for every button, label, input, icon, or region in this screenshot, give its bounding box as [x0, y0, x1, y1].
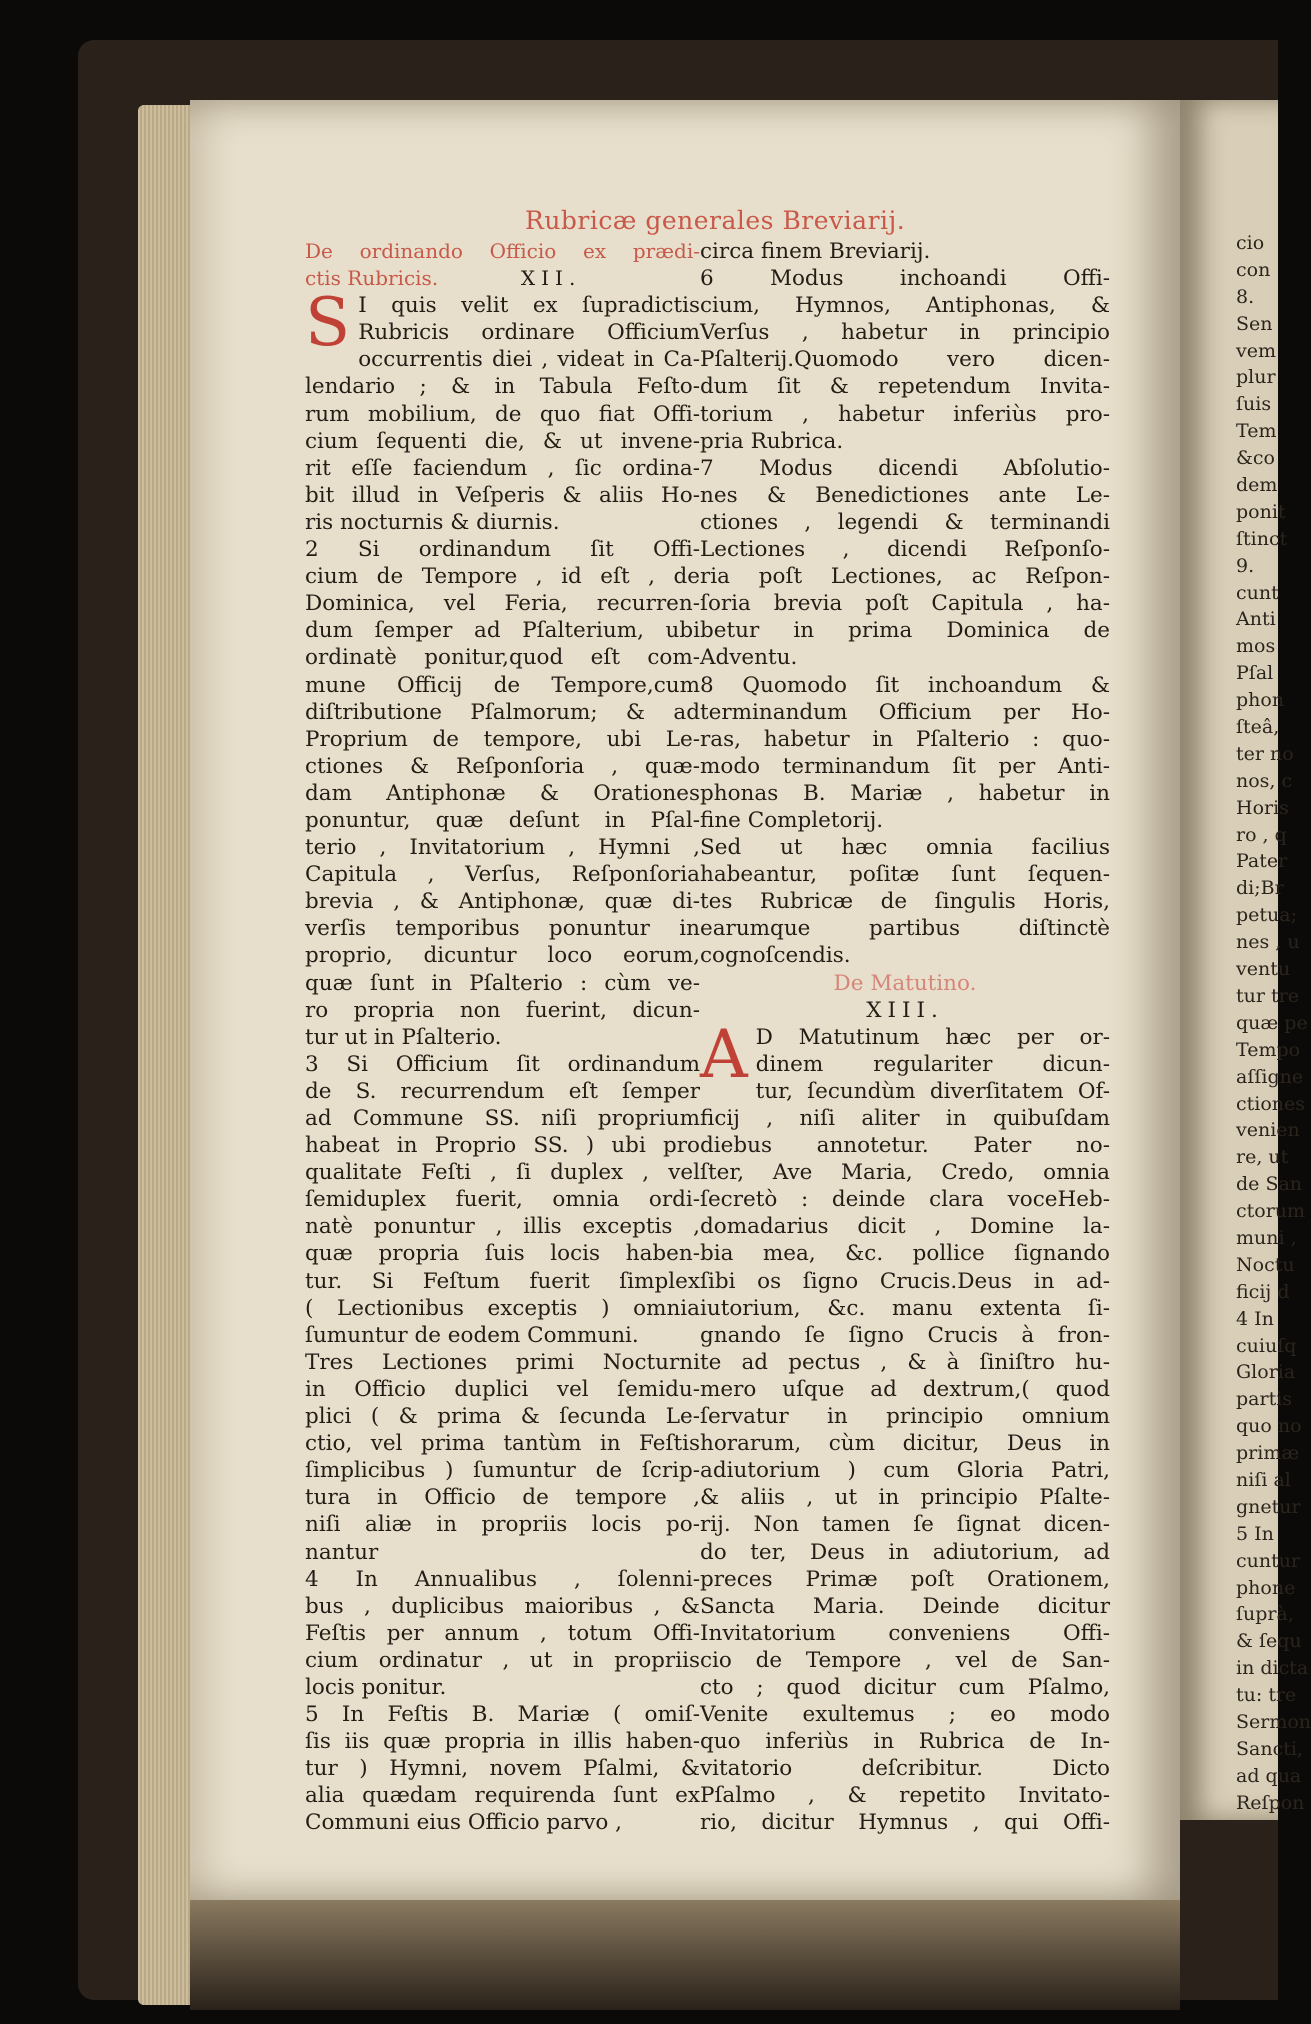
text-line: Rubricis ordinare Officium [358, 320, 700, 346]
section-heading: De Matutino. [833, 970, 977, 996]
text-line: ad Commune SS. niſi proprium [305, 1106, 700, 1131]
text-line: brevia , & Antiphonæ, quæ di- [305, 889, 700, 915]
text-line: bia mea, &c. pollice ſignando [700, 1241, 1110, 1267]
text-line: mune Officij de Tempore,cum [305, 672, 700, 698]
facing-page-fragment: cuntur [1236, 1549, 1301, 1572]
facing-page-fragment: cio [1236, 232, 1265, 254]
text-line: cium ordinatur , ut in propriis [305, 1647, 700, 1673]
text-line: Venite exultemus ; eo modo [700, 1702, 1110, 1728]
text-line: terminandum Officium per Ho- [700, 699, 1110, 725]
facing-page-fragment: ter no [1236, 742, 1294, 765]
facing-page-fragment: ſuprà, [1236, 1603, 1294, 1626]
text-line: horarum, cùm dicitur, Deus in [700, 1431, 1110, 1457]
facing-page-fragment: Pſal [1236, 662, 1274, 685]
facing-page-fragment: Sermon [1236, 1710, 1311, 1733]
text-line: Sed ut hæc omnia facilius [700, 835, 1110, 861]
text-line: terio , Invitatorium , Hymni , [305, 835, 700, 861]
text-line: dum ſit & repetendum Invita- [700, 374, 1110, 400]
text-line: 4 In Annualibus , ſolenni- [305, 1566, 700, 1592]
left-body [305, 284, 700, 1836]
facing-page-fragment: Tempo [1236, 1038, 1301, 1061]
facing-page-fragment: aſſigne [1236, 1065, 1304, 1088]
text-line: Verſus , habetur in principio [700, 320, 1110, 346]
text-line: ria poſt Lectiones, ac Reſpon- [700, 564, 1110, 590]
text-line: ctiones & Reſponſoria , quæ- [305, 753, 700, 779]
text-line: locis ponitur. [305, 1674, 447, 1700]
text-line: nes & Benedictiones ante Le- [700, 482, 1110, 508]
text-line: habeantur, poſitæ ſunt ſequen- [700, 862, 1110, 888]
text-line: tes Rubricæ de ſingulis Horis, [700, 889, 1110, 915]
facing-page [1180, 100, 1311, 1820]
text-line: 3 Si Officium ſit ordinandum [305, 1051, 700, 1077]
text-line: tur ut in Pſalterio. [305, 1024, 502, 1050]
section-number: XIII. [866, 997, 944, 1023]
facing-page-fragment: Reſpon [1236, 1791, 1305, 1814]
text-line: ctiones , legendi & terminandi [700, 509, 1110, 535]
text-line: cognoſcendis. [700, 943, 851, 969]
left-column [305, 238, 700, 1837]
facing-page-fragment: ctorum [1236, 1200, 1306, 1223]
text-line: iutorium, &c. manu extenta ſi- [700, 1295, 1110, 1321]
text-line: ſibi os ſigno Crucis.Deus in ad- [700, 1268, 1110, 1294]
text-line: bus , duplicibus maioribus , & [305, 1593, 700, 1619]
facing-page-fragment: Noctu [1236, 1253, 1295, 1276]
text-line: pria Rubrica. [700, 428, 844, 454]
facing-page-fragment: & ſequ [1236, 1630, 1302, 1653]
text-line: ordinatè ponitur,quod eſt com- [305, 645, 700, 671]
text-line: ſter, Ave Maria, Credo, omnia [700, 1160, 1110, 1186]
text-line: ctio, vel prima tantùm in Feſtis [305, 1431, 700, 1457]
text-line: niſi aliæ in propriis locis po- [305, 1512, 700, 1538]
facing-page-fragment: Tem [1236, 420, 1277, 443]
facing-page-text [1180, 100, 1311, 1817]
text-line: circa finem Breviarij. [700, 239, 931, 264]
text-line: ſecretò : deinde clara voceHeb- [700, 1187, 1110, 1213]
facing-page-fragment: con [1236, 258, 1271, 281]
text-line: ſemiduplex fuerit, omnia ordi- [305, 1187, 700, 1213]
text-line: Adventu. [700, 645, 798, 671]
text-line: modo terminandum ſit per Anti- [700, 753, 1110, 779]
text-line: natè ponuntur , illis exceptis , [305, 1214, 700, 1240]
facing-page-fragment: ctiones [1236, 1092, 1306, 1115]
facing-page-fragment: partis [1236, 1388, 1293, 1411]
facing-page-fragment: venien [1236, 1119, 1300, 1142]
text-line: ris nocturnis & diurnis. [305, 509, 560, 535]
text-line: cium ſequenti die, & ut invene- [305, 428, 700, 454]
facing-page-fragment: 8. [1236, 285, 1255, 308]
text-line: ſumuntur de eodem Communi. [305, 1322, 639, 1348]
facing-page-fragment: &co [1236, 447, 1275, 470]
right-body-top [700, 238, 1110, 970]
text-line: ( Lectionibus exceptis ) omnia [305, 1295, 700, 1321]
facing-page-fragment: di;Br [1236, 877, 1284, 900]
running-head: Rubricæ generales Breviarij. [525, 206, 906, 235]
text-line: cium de Tempore , id eſt , de [305, 564, 700, 590]
text-line: & aliis , ut in principio Pſalte- [700, 1485, 1110, 1511]
facing-page-fragment: tu: tre [1236, 1684, 1297, 1707]
text-line: torium , habetur inferiùs pro- [700, 401, 1110, 427]
text-line: rit eſſe faciendum , ſic ordina- [305, 455, 700, 481]
text-line: Invitatorium conveniens Offi- [700, 1620, 1110, 1646]
page-bottom-shadow [190, 1900, 1180, 2010]
facing-page-fragment: mos [1236, 635, 1276, 658]
text-line: preces Primæ poſt Orationem, [700, 1566, 1110, 1592]
facing-page-fragment: re, ut [1236, 1146, 1289, 1169]
text-line: Capitula , Verſus, Reſponſoria [305, 862, 700, 888]
facing-page-fragment: Anti [1236, 608, 1276, 631]
facing-page-fragment: Pater [1236, 850, 1288, 873]
facing-page-fragment: Sancti, [1236, 1737, 1303, 1760]
text-line: do ter, Deus in adiutorium, ad [700, 1539, 1110, 1565]
text-line: ſimplicibus ) ſumuntur de ſcrip- [305, 1458, 700, 1484]
text-line: Pſalterij.Quomodo vero dicen- [700, 347, 1110, 373]
text-line: occurrentis diei , videat in Ca- [358, 347, 700, 373]
text-line: lendario ; & in Tabula Feſto- [305, 374, 700, 400]
facing-page-fragment: nes , u [1236, 931, 1300, 954]
right-body-bottom [700, 1015, 1110, 1837]
text-line: cio de Tempore , vel de San- [700, 1647, 1110, 1673]
facing-page-fragment: cunt [1236, 581, 1279, 604]
facing-page-fragment: Sen [1236, 312, 1273, 335]
facing-page-fragment: gnetur [1236, 1495, 1301, 1518]
facing-page-fragment: ſteâ, [1236, 716, 1280, 739]
facing-page-fragment: niſi al [1236, 1468, 1291, 1491]
text-line: Sancta Maria. Deinde dicitur [700, 1593, 1110, 1619]
text-line: diſtributione Pſalmorum; & ad [305, 699, 700, 725]
text-line: cto ; quod dicitur cum Pſalmo, [700, 1674, 1110, 1700]
text-line: Feſtis per annum , totum Offi- [305, 1620, 700, 1646]
text-line: betur in prima Dominica de [700, 618, 1110, 644]
text-line: vitatorio deſcribitur. Dicto [700, 1756, 1110, 1782]
text-line: fine Completorij. [700, 807, 884, 833]
facing-page-fragment: petua; [1236, 904, 1298, 927]
text-line: ras, habetur in Pſalterio : quo- [700, 726, 1110, 752]
section-heading-line [305, 265, 700, 292]
facing-page-fragment: 5 In [1236, 1522, 1274, 1545]
facing-page-fragment: 9. [1236, 554, 1255, 577]
text-line: mero uſque ad dextrum,( quod [700, 1376, 1110, 1402]
text-line: dinem regulariter dicun- [755, 1051, 1110, 1077]
facing-page-fragment: quæ pe [1236, 1011, 1308, 1034]
facing-page-fragment: 4 In [1236, 1307, 1274, 1330]
text-line: habeat in Proprio SS. ) ubi pro [305, 1133, 700, 1159]
facing-page-fragment: in dicta [1236, 1657, 1309, 1680]
text-line: 8 Quomodo ſit inchoandum & [700, 672, 1110, 698]
facing-page-fragment: primæ [1236, 1442, 1300, 1465]
text-line: de S. recurrendum eſt ſemper [305, 1078, 700, 1104]
facing-page-fragment: muni , [1236, 1226, 1297, 1249]
facing-page-fragment: phon [1236, 689, 1285, 712]
facing-page-fragment: plur [1236, 366, 1276, 389]
facing-page-fragment: ad qua [1236, 1764, 1302, 1787]
text-line: ſis iis quæ propria in illis haben- [305, 1729, 700, 1755]
text-line: in Officio duplici vel ſemidu- [305, 1376, 700, 1402]
facing-page-fragment: dem [1236, 474, 1278, 497]
facing-page-fragment: ro , q [1236, 823, 1287, 846]
text-line: domadarius dicit , Domine la- [700, 1214, 1110, 1240]
text-line: rum mobilium, de quo fiat Offi- [305, 401, 700, 427]
text-line: Dominica, vel Feria, recurren- [305, 591, 700, 617]
text-line: D Matutinum hæc per or- [755, 1024, 1110, 1050]
text-line: dum ſemper ad Pſalterium, ubi [305, 618, 700, 644]
facing-page-fragment: nos, c [1236, 769, 1293, 792]
text-line: Lectiones , dicendi Reſponſo- [700, 537, 1110, 563]
text-line: diebus annotetur. Pater no- [700, 1133, 1110, 1159]
text-line: ro propria non fuerint, dicun- [305, 997, 700, 1023]
text-line: 5 In Feſtis B. Mariæ ( omiſ- [305, 1702, 700, 1728]
text-line: earumque partibus diſtinctè [700, 916, 1110, 942]
text-line: tura in Officio de tempore , [305, 1485, 700, 1511]
text-line: phonas B. Mariæ , habetur in [700, 780, 1110, 806]
facing-page-fragment: quo no [1236, 1415, 1302, 1438]
facing-page-fragment: ventu [1236, 958, 1291, 981]
facing-page-fragment: phone [1236, 1576, 1296, 1599]
text-line: quæ propria ſuis locis haben- [305, 1241, 700, 1267]
facing-page-fragment: ficij d [1236, 1280, 1290, 1303]
text-line: rij. Non tamen ſe ſignat dicen- [700, 1512, 1110, 1538]
text-line: dam Antiphonæ & Orationes [305, 780, 700, 806]
text-line: ficij , niſi aliter in quibuſdam [700, 1106, 1110, 1131]
text-line: verſis temporibus ponuntur in [305, 916, 700, 942]
text-line: ſoria brevia poſt Capitula , ha- [700, 591, 1110, 617]
facing-page-fragment: ponit [1236, 500, 1286, 523]
text-line: plici ( & prima & ſecunda Le- [305, 1404, 700, 1430]
text-line: adiutorium ) cum Gloria Patri, [700, 1458, 1110, 1484]
text-line: tur. Si Feſtum fuerit ſimplex [305, 1268, 700, 1294]
text-line: tur, ſecundùm diverſitatem Of- [755, 1078, 1110, 1104]
text-line: ſervatur in principio omnium [700, 1404, 1110, 1430]
facing-page-fragment: ſuis [1236, 393, 1272, 416]
text-line: cium, Hymnos, Antiphonas, & [700, 293, 1110, 319]
facing-page-fragment: ſtinct [1236, 527, 1288, 550]
facing-page-fragment: de San [1236, 1173, 1303, 1196]
text-line: 2 Si ordinandum ſit Offi- [305, 537, 700, 563]
text-line: proprio, dicuntur loco eorum, [305, 943, 700, 969]
text-line: nantur [305, 1539, 379, 1565]
text-line: quæ ſunt in Pſalterio : cùm ve- [305, 970, 700, 996]
text-line: Tres Lectiones primi Nocturni [305, 1349, 700, 1375]
drop-cap: S [305, 284, 351, 362]
facing-page-fragment: vem [1236, 339, 1276, 362]
text-line: 6 Modus inchoandi Offi- [700, 266, 1110, 292]
text-line: I quis velit ex ſupradictis [358, 293, 700, 319]
facing-page-fragment: Horis [1236, 796, 1289, 819]
text-line: Proprium de tempore, ubi Le- [305, 726, 700, 752]
text-line: gnando ſe ſigno Crucis à fron- [700, 1322, 1110, 1348]
facing-page-fragment: tur tre [1236, 984, 1299, 1007]
section-heading-text: ctis Rubricis. [305, 266, 439, 291]
text-line: Communi eius Officio parvo , [305, 1810, 622, 1836]
text-line: Pſalmo , & repetito Invitato- [700, 1783, 1110, 1809]
right-column [700, 238, 1110, 1837]
text-line: rio, dicitur Hymnus , qui Offi- [700, 1810, 1110, 1836]
facing-page-fragment: Gloria [1236, 1361, 1296, 1384]
text-line: te ad pectus , & à ſiniſtro hu- [700, 1349, 1110, 1375]
section-heading-line: De ordinando Officio ex prædi- [305, 239, 700, 263]
facing-page-fragment: cuiuſq [1236, 1334, 1297, 1357]
text-line: qualitate Feſti , ſi duplex , vel [305, 1160, 700, 1186]
text-line: 7 Modus dicendi Abſolutio- [700, 455, 1110, 481]
drop-cap: A [700, 1015, 748, 1093]
text-line: ponuntur, quæ deſunt in Pſal- [305, 807, 700, 833]
text-line: bit illud in Veſperis & aliis Ho- [305, 482, 700, 508]
text-line: tur ) Hymni, novem Pſalmi, & [305, 1756, 700, 1782]
text-line: quo inferiùs in Rubrica de In- [700, 1729, 1110, 1755]
section-number: XII. [520, 266, 582, 291]
text-line: alia quædam requirenda ſunt ex [305, 1783, 700, 1809]
